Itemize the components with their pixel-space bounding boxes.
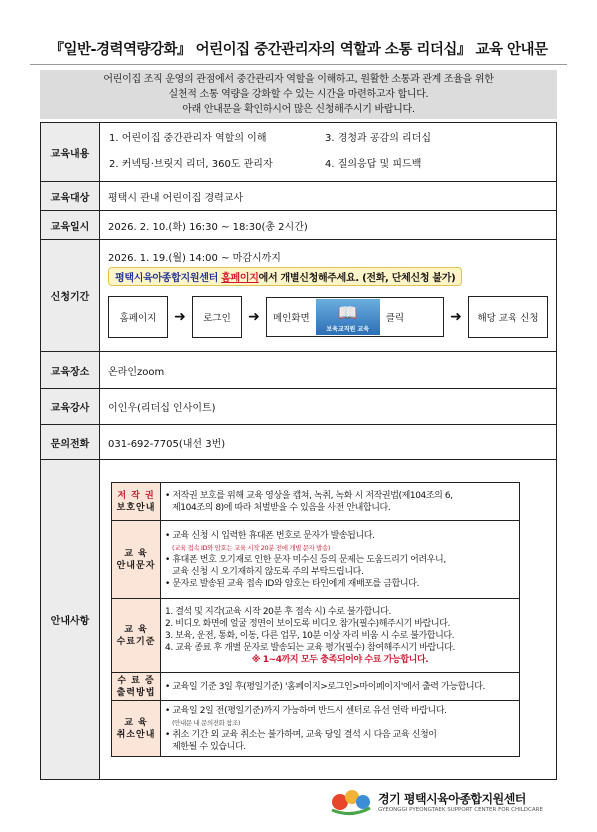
sms-label: 교 육 안내문자 [112,521,161,599]
cert-label: 수 료 증 출력방법 [112,673,161,701]
arrow-right-icon: ➜ [174,309,186,325]
content-value [100,123,557,182]
center-name-en: GYEONGGI PYEONGTAEK SUPPORT CENTER FOR CHILDCARE [378,806,543,813]
apply-flow [108,296,548,338]
place-value: 온라인zoom [100,352,557,389]
guide-label: 안내사항 [41,460,100,780]
apply-notice-text: 에서 개별신청해주세요. (전화, 단체신청 불가) [258,273,456,284]
education-banner [316,299,380,335]
lecturer-value: 이인우(리더십 인사이트) [100,389,557,425]
sms-text: • 교육 신청 시 입력한 휴대폰 번호로 문자가 발송됩니다. (교육 접속 ID와 암호는 교육 시작 20분 전에 개별 문자 발송) • 휴대폰 번호 오기재로 인한 문자 미수신 등의 문제는 도움드리기 어려우니, 교육 신청 시 오기재하지 않도록 주의 부탁드립니다. • 문자로 발송된 교육 접속 ID와 암호는 타인에게 재배포를 금합니다. [161,521,520,599]
cancel-label: 교 육 취소안내 [112,701,161,757]
cert-text: • 교육일 기준 3일 후(평일기준) '홈페이지>로그인>마이페이지'에서 출력 가능합니다. [161,673,520,701]
arrow-right-icon: ➜ [450,309,462,325]
guide-table [111,482,520,757]
info-table [40,122,557,780]
arrow-right-icon: ➜ [248,309,260,325]
center-name: 평택시육아종합지원센터 [115,273,218,284]
content-item: 4. 질의응답 및 피드백 [325,159,422,170]
copyright-label: 저 작 권 보호안내 [112,483,161,521]
flow-step-login: 로그인 [192,296,242,338]
homepage-link[interactable]: 홈페이지 [221,273,259,284]
center-logo-icon [328,786,374,816]
apply-label: 신청기간 [41,240,100,352]
footer-logo [328,786,543,816]
title-divider [30,64,567,65]
phone-label: 문의전화 [41,425,100,460]
flow-step-main [266,297,444,337]
apply-notice [108,267,462,286]
intro-line: 실천적 소통 역량을 강화할 수 있는 시간을 마련하고자 합니다. [168,89,429,100]
place-label: 교육장소 [41,352,100,389]
target-label: 교육대상 [41,182,100,211]
center-name: 경기 평택시육아종합지원센터 [378,791,526,806]
intro-box [40,70,557,119]
content-item: 2. 커넥팅·브릿지 리더, 360도 관리자 [109,159,273,170]
datetime-label: 교육일시 [41,211,100,240]
page-title: 『일반-경력역량강화』 어린이집 중간관리자의 역할과 소통 리더십』 교육 안내문 [49,42,548,58]
criteria-label: 교 육 수료기준 [112,599,161,673]
intro-line: 아래 안내문을 확인하시어 많은 신청해주시기 바랍니다. [182,104,415,115]
content-label: 교육내용 [41,123,100,182]
lecturer-label: 교육강사 [41,389,100,425]
criteria-text: 1. 결석 및 지각(교육 시작 20분 후 접속 시) 수로 불가합니다. 2. 비디오 화면에 얼굴 정면이 보이도록 비디오 참가(필수)해주시기 바랍니다. 3. 보육, 운전, 통화, 이동, 다른 업무, 10분 이상 자리 비움 시 수로 불가합니다. 4. 교육 종료 후 개별 문자로 발송되는 교육 평가(필수) 참여해주시기 바랍니다. ※ 1~4까지 모두 충족되어야 수료 가능합니다. [161,599,520,673]
flow-step-apply: 해당 교육 신청 [468,296,548,338]
banner-label: 보육교직원 교육 [326,326,370,333]
book-icon: 📖 [337,303,358,322]
flow-main-label: 메인화면 [273,313,310,324]
content-item: 1. 어린이집 중간관리자 역할의 이해 [109,133,267,144]
intro-line: 어린이집 조직 운영의 관점에서 중간관리자 역할을 이해하고, 원활한 소통과 관계 조율을 위한 [103,74,494,85]
apply-value [100,240,557,352]
content-item: 3. 경청과 공감의 리더십 [325,133,432,144]
apply-period: 2026. 1. 19.(월) 14:00 ~ 마감시까지 [108,253,281,264]
datetime-value: 2026. 2. 10.(화) 16:30 ~ 18:30(총 2시간) [100,211,557,240]
target-value: 평택시 관내 어린이집 경력교사 [100,182,557,211]
flow-step-homepage: 홈페이지 [108,296,168,338]
completion-note: ※ 1~4까지 모두 충족되어야 수료 가능합니다. [251,654,429,665]
flow-click-label: 클릭 [385,313,405,324]
cancel-text: • 교육일 2일 전(평일기준)까지 가능하며 반드시 센터로 유선 연락 바랍니다. (안내문 내 문의전화 참조) • 취소 기간 외 교육 취소는 불가하며, 교육 당일 결석 시 다음 교육 신청이 제한될 수 있습니다. [161,701,520,757]
guide-value [100,460,557,780]
copyright-text: • 저작권 보호를 위해 교육 영상을 캡쳐, 녹취, 녹화 시 저작권법(제104조의 6, 제104조의 8)에 따라 처벌받을 수 있음을 사전 안내합니다. [161,483,520,521]
phone-value: 031-692-7705(내선 3번) [100,425,557,460]
